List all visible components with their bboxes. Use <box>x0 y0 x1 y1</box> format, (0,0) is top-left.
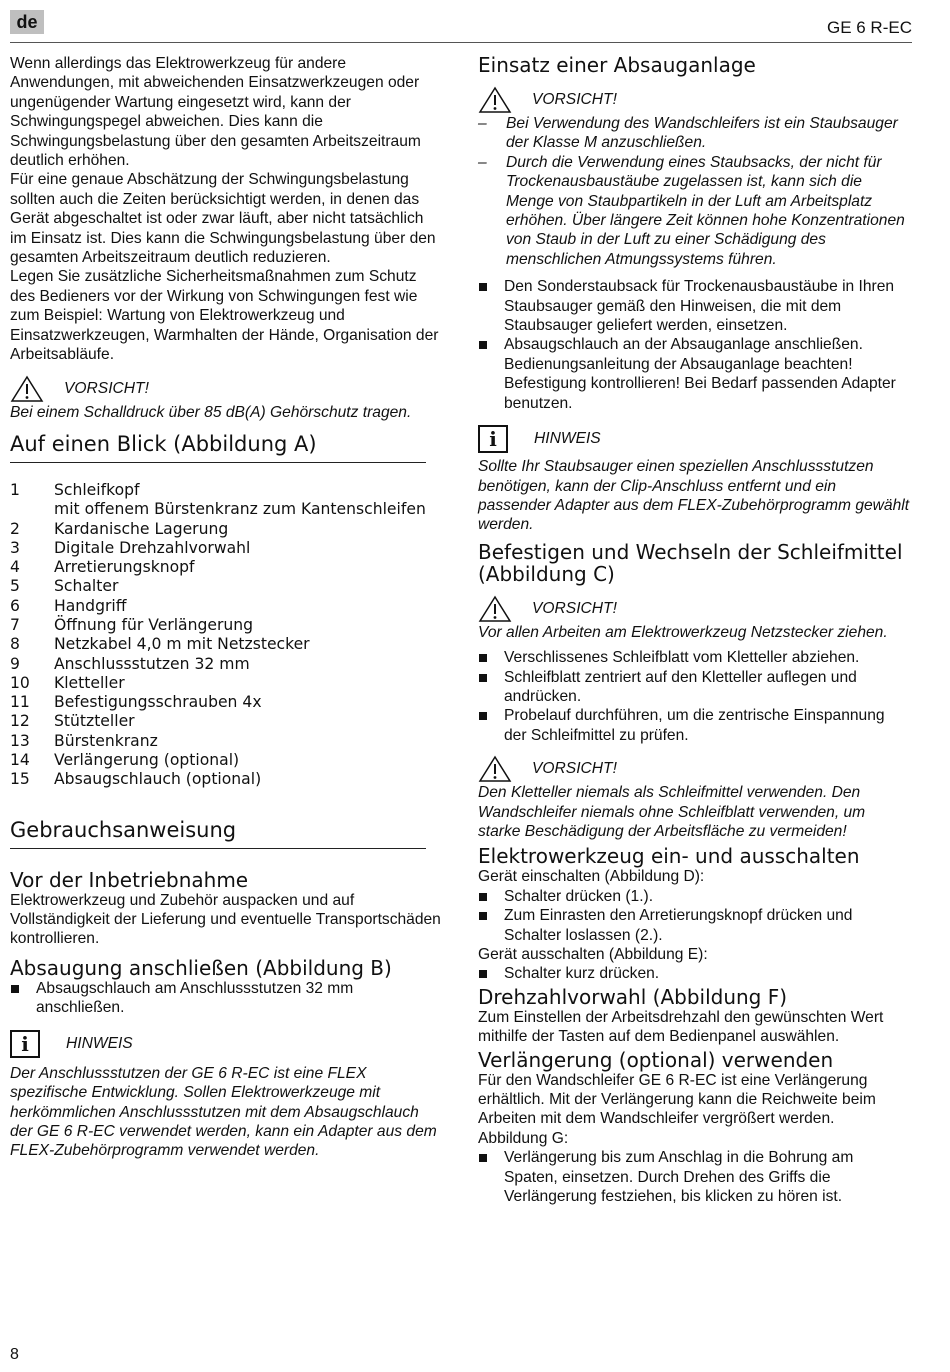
parts-list-item <box>10 520 442 539</box>
bullet-square-icon <box>10 979 36 1018</box>
caution-notice <box>10 375 442 403</box>
caution-label: VORSICHT! <box>532 599 617 617</box>
part-label: Absaugschlauch (optional) <box>54 770 262 789</box>
list-item-text: Schalter drücken (1.). <box>504 887 654 905</box>
caution-notice <box>478 86 910 114</box>
bullet-square-icon <box>478 1148 504 1206</box>
bullet-square-icon <box>478 964 504 983</box>
part-number: 5 <box>10 577 20 596</box>
parts-list-item <box>10 770 442 789</box>
caution-label: VORSICHT! <box>64 379 149 397</box>
part-number: 11 <box>10 693 30 712</box>
dash-item: – Bei Verwendung des Wandschleifers ist ein Staubsauger der Klasse M anzuschließen. <box>478 114 910 153</box>
bullet-square-icon <box>478 277 504 335</box>
part-label: Stützteller <box>54 712 135 731</box>
warning-triangle-icon <box>478 755 512 783</box>
section-title-glance: Auf einen Blick (Abbildung A) <box>10 432 426 463</box>
subsection-title-speed: Drehzahlvorwahl (Abbildung F) <box>478 984 788 1009</box>
part-label: mit offenem Bürstenkranz zum Kantenschleifen <box>54 500 426 519</box>
bullet-square-icon <box>478 335 504 413</box>
caution-text: Vor allen Arbeiten am Elektrowerkzeug Netzstecker ziehen. <box>478 623 888 641</box>
parts-list-item <box>10 539 442 558</box>
parts-list-item <box>10 597 442 616</box>
dash-item: – Durch die Verwendung eines Staubsacks, der nicht für Trockenausbaustäube zugelassen ist, kann sich die Menge von Staubpartikeln in der Luft am Arbeitsplatz erhöhen. Über längere Zeit können hohe Konzentrationen von Staub in der Luft zu einer Schädigung des menschlichen Atmungssystems führen. <box>478 153 910 269</box>
part-label: Kletteller <box>54 673 125 692</box>
list-item <box>478 964 910 983</box>
part-label: Handgriff <box>54 596 127 615</box>
intro-paragraph: Für eine genaue Abschätzung der Schwingungsbelastung sollten auch die Zeiten berücksichtigt werden, in denen das Gerät abgeschaltet ist oder zwar läuft, aber nicht tatsächlich im Einsatz ist. Dies kann die Schwingungsbelastung über den gesamten Arbeitszeitraum deutlich reduzieren. <box>10 171 436 267</box>
caution-text: Bei einem Schalldruck über 85 dB(A) Gehörschutz tragen. <box>10 403 412 421</box>
on-label: Gerät einschalten (Abbildung D): <box>478 868 705 886</box>
part-label: Schleifkopf <box>54 480 140 499</box>
list-item-text: Probelauf durchführen, um die zentrische Einspannung der Schleifmittel zu prüfen. <box>504 707 885 744</box>
list-item-text: Absaugschlauch am Anschlussstutzen 32 mm anschließen. <box>36 979 354 1017</box>
part-number: 13 <box>10 731 30 750</box>
bullet-square-icon <box>478 906 504 945</box>
list-item-text: Zum Einrasten den Arretierungsknopf drücken und Schalter loslassen (2.). <box>504 907 853 944</box>
dash-item-text: Bei Verwendung des Wandschleifers ist ein Staubsauger der Klasse M anzuschließen. <box>506 115 898 152</box>
before-text: Elektrowerkzeug und Zubehör auspacken und auf Vollständigkeit der Lieferung und eventuelle Transportschäden kontrollieren. <box>10 891 441 948</box>
hint-label: HINWEIS <box>66 1034 133 1052</box>
parts-list-item <box>10 655 442 674</box>
off-label: Gerät ausschalten (Abbildung E): <box>478 946 708 963</box>
parts-list-item <box>10 558 442 577</box>
part-number: 12 <box>10 712 30 731</box>
parts-list-item <box>10 577 442 596</box>
bullet-square-icon <box>478 887 504 906</box>
bullet-square-icon <box>478 648 504 667</box>
subsection-title-extension: Verlängerung (optional) verwenden <box>478 1047 834 1072</box>
subsection-title-extract: Einsatz einer Absauganlage <box>478 53 756 77</box>
hint-text: Sollte Ihr Staubsauger einen speziellen Anschlussstutzen benötigen, kann der Clip-Anschluss entfernt und ein passender Adapter aus dem FLEX-Zubehörprogramm gewählt werden. <box>478 458 910 534</box>
part-number: 6 <box>10 596 20 615</box>
part-number: 4 <box>10 558 20 577</box>
part-label: Schalter <box>54 577 119 596</box>
part-number: 8 <box>10 635 20 654</box>
parts-list-item <box>10 732 442 751</box>
warning-triangle-icon <box>10 375 44 403</box>
part-label: Arretierungsknopf <box>54 558 195 577</box>
parts-list-item <box>10 500 442 519</box>
list-item <box>478 1148 910 1206</box>
warning-triangle-icon <box>478 595 512 623</box>
part-label: Anschlussstutzen 32 mm <box>54 654 250 673</box>
parts-list <box>10 481 442 790</box>
list-item <box>10 979 442 1018</box>
info-icon: i <box>478 425 508 453</box>
part-number: 2 <box>10 519 20 538</box>
parts-list-item <box>10 751 442 770</box>
hint-text: Der Anschlussstutzen der GE 6 R-EC ist eine FLEX spezifische Entwicklung. Sollen Elektrowerkzeuge mit herkömmlichen Anschlussstutzen mit dem Absaugschlauch der GE 6 R-EC verwendet werden, kann ein Adapter aus dem FLEX-Zubehörprogramm verwendet werden. <box>10 1064 437 1160</box>
part-label: Digitale Drehzahlvorwahl <box>54 538 251 557</box>
part-number: 10 <box>10 673 30 692</box>
caution-notice <box>478 755 910 783</box>
caution-label: VORSICHT! <box>532 91 617 108</box>
list-item-text: Verlängerung bis zum Anschlag in die Bohrung am Spaten, einsetzen. Durch Drehen des Griffs die Verlängerung festziehen, bis klicken zu hören ist. <box>504 1149 854 1206</box>
subsection-title-fix: Befestigen und Wechseln der Schleifmittel (Abbildung C) <box>478 539 903 586</box>
hint-label: HINWEIS <box>534 430 601 448</box>
subsection-title-onoff: Elektrowerkzeug ein- und ausschalten <box>478 844 860 869</box>
subsection-title-suction: Absaugung anschließen (Abbildung B) <box>10 955 392 980</box>
part-number: 3 <box>10 538 20 557</box>
bullet-square-icon <box>478 668 504 707</box>
part-label: Bürstenkranz <box>54 731 158 750</box>
part-number: 7 <box>10 615 20 634</box>
list-item <box>478 887 910 906</box>
parts-list-item <box>10 712 442 731</box>
part-number: 9 <box>10 654 20 673</box>
right-column <box>478 54 910 1206</box>
left-column <box>10 54 442 1161</box>
intro-paragraph: Wenn allerdings das Elektrowerkzeug für andere Anwendungen, mit abweichenden Einsatzwerkzeugen oder ungenügender Wartung eingesetzt wird, kann der Schwingungspegel abweichen. Dies kann die Schwingungsbelastung über den gesamten Arbeitszeitraum deutlich erhöhen. <box>10 55 421 170</box>
extension-figure-label: Abbildung G: <box>478 1129 569 1147</box>
part-label: Netzkabel 4,0 m mit Netzstecker <box>54 635 310 654</box>
list-item <box>478 906 910 945</box>
list-item-text: Schalter kurz drücken. <box>504 965 660 983</box>
speed-text: Zum Einstellen der Arbeitsdrehzahl den gewünschten Wert mithilfe der Tasten auf dem Bedienpanel auswählen. <box>478 1008 884 1046</box>
parts-list-item <box>10 635 442 654</box>
section-title-usage: Gebrauchsanweisung <box>10 818 426 849</box>
hint-notice <box>478 425 910 453</box>
parts-list-item <box>10 674 442 693</box>
caution-notice <box>478 595 910 623</box>
header-rule <box>10 42 912 43</box>
list-item-text: Absaugschlauch an der Absauganlage anschließen. Bedienungsanleitung der Absauganlage beachten! Befestigung kontrollieren! Bei Bedarf passenden Adapter benutzen. <box>504 336 896 412</box>
list-item-text: Verschlissenes Schleifblatt vom Kletteller abziehen. <box>504 649 860 667</box>
part-label: Kardanische Lagerung <box>54 519 229 538</box>
part-number <box>10 500 54 519</box>
part-number: 14 <box>10 751 30 770</box>
list-item-text: Den Sonderstaubsack für Trockenausbaustäube in Ihren Staubsauger gemäß den Hinweisen, die mit dem Staubsauger geliefert werden, einsetzen. <box>504 278 895 335</box>
hint-notice <box>10 1030 442 1058</box>
intro-paragraph: Legen Sie zusätzliche Sicherheitsmaßnahmen zum Schutz des Bedieners vor der Wirkung von Schwingungen fest wie zum Beispiel: Wartung von Elektrowerkzeug und Einsatzwerkzeugen, Warmhalten der Hände, Organisation der Arbeitsabläufe. <box>10 268 439 364</box>
part-label: Verlängerung (optional) <box>54 751 240 770</box>
part-number: 15 <box>10 770 30 789</box>
language-badge: de <box>10 10 44 34</box>
dash-item-text: Durch die Verwendung eines Staubsacks, der nicht für Trockenausbaustäube zugelassen ist, kann sich die Menge von Staubpartikeln in der Luft am Arbeitsplatz erhöhen. Über längere Zeit können hohe Konzentrationen von Staub in der Luft zu einer Schädigung des menschlichen Atmungssystems führen. <box>506 153 905 268</box>
list-item <box>478 335 910 413</box>
list-item <box>478 648 910 667</box>
caution-label: VORSICHT! <box>532 760 617 778</box>
parts-list-item <box>10 616 442 635</box>
page-number: 8 <box>10 1346 19 1363</box>
warning-triangle-icon <box>478 86 512 114</box>
subsection-title-before: Vor der Inbetriebnahme <box>10 867 249 892</box>
parts-list-item <box>10 481 442 500</box>
list-item <box>478 277 910 335</box>
info-icon: i <box>10 1030 40 1058</box>
document-id: GE 6 R-EC <box>826 18 912 37</box>
part-number: 1 <box>10 480 20 499</box>
part-label: Öffnung für Verlängerung <box>54 615 254 634</box>
list-item <box>478 668 910 707</box>
list-item-text: Schleifblatt zentriert auf den Kletteller auflegen und andrücken. <box>504 668 857 705</box>
parts-list-item <box>10 693 442 712</box>
caution-text: Den Kletteller niemals als Schleifmittel verwenden. Den Wandschleifer niemals ohne Schleifblatt verwenden, um starke Beschädigung der Arbeitsfläche zu vermeiden! <box>478 784 866 840</box>
part-label: Befestigungsschrauben 4x <box>54 693 262 712</box>
list-item <box>478 706 910 745</box>
extension-text: Für den Wandschleifer GE 6 R-EC ist eine Verlängerung erhältlich. Mit der Verlängerung kann die Reichweite beim Arbeiten mit dem Wandschleifer vergrößert werden. <box>478 1071 876 1128</box>
bullet-square-icon <box>478 706 504 745</box>
